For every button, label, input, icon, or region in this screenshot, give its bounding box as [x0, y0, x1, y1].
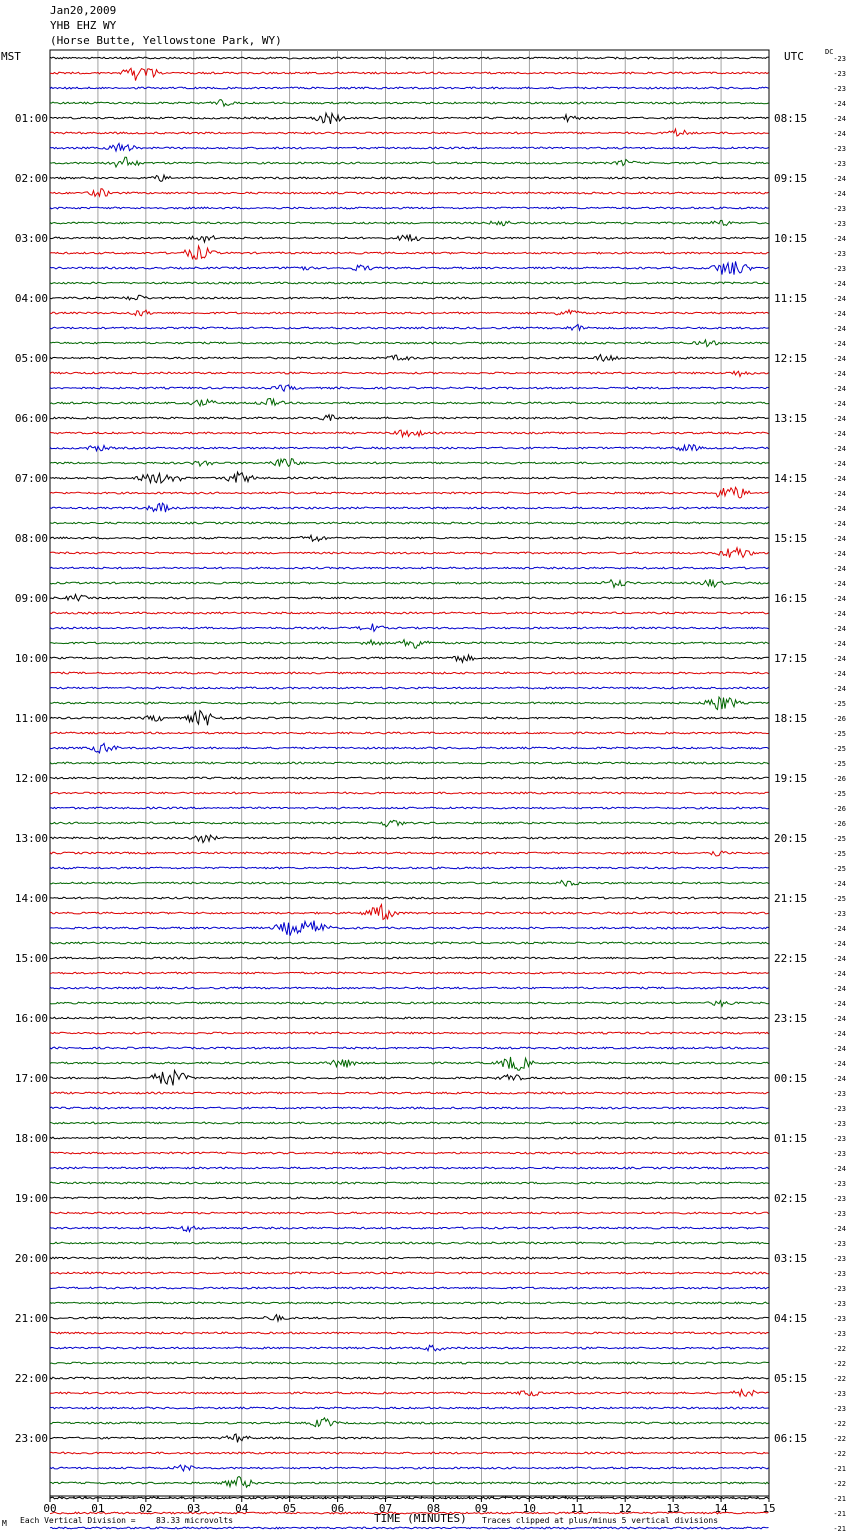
right-hour-label: 09:15: [774, 172, 808, 185]
dc-offset-value: -23: [833, 55, 846, 63]
dc-offset-value: -25: [833, 865, 846, 873]
trace-line: [50, 385, 769, 391]
trace-line: [50, 1257, 769, 1259]
dc-offset-value: -23: [833, 1090, 846, 1098]
right-hour-label: 04:15: [774, 1312, 808, 1325]
trace-line: [50, 1197, 769, 1199]
dc-offset-value: -22: [833, 1345, 846, 1353]
trace-line: [50, 472, 769, 483]
trace-line: [50, 612, 769, 614]
dc-offset-value: -21: [833, 1510, 846, 1518]
dc-offset-value: -24: [833, 1225, 846, 1233]
x-tick-label: 13: [666, 1502, 680, 1515]
left-timezone-label: MST: [1, 50, 21, 63]
right-hour-label: 01:15: [774, 1132, 808, 1145]
left-hour-label: 04:00: [14, 292, 48, 305]
trace-line: [50, 1122, 769, 1124]
dc-offset-value: -23: [833, 220, 846, 228]
dc-offset-value: -24: [833, 610, 846, 618]
trace-line: [50, 548, 769, 558]
right-hour-label: 03:15: [774, 1252, 808, 1265]
trace-line: [50, 624, 769, 632]
trace-line: [50, 487, 769, 498]
dc-offset-value: -21: [833, 1495, 846, 1503]
left-hour-label: 09:00: [14, 592, 48, 605]
trace-line: [50, 1032, 769, 1034]
trace-line: [50, 777, 769, 779]
trace-line: [50, 1226, 769, 1232]
dc-offset-value: -23: [833, 1195, 846, 1203]
trace-line: [50, 792, 769, 794]
dc-offset-value: -21: [833, 1525, 846, 1533]
dc-offset-value: -23: [833, 1105, 846, 1113]
trace-line: [50, 143, 769, 151]
x-tick-label: 02: [139, 1502, 153, 1515]
left-hour-label: 13:00: [14, 832, 48, 845]
dc-offset-header: DC: [825, 48, 834, 56]
right-hour-label: 15:15: [774, 532, 808, 545]
dc-offset-value: -26: [833, 820, 846, 828]
trace-line: [50, 655, 769, 662]
trace-line: [50, 1302, 769, 1304]
vertical-division-value: 83.33 microvolts: [156, 1516, 234, 1525]
trace-line: [50, 1477, 769, 1488]
trace-line: [50, 957, 769, 959]
dc-offset-value: -24: [833, 295, 846, 303]
trace-line: [50, 113, 769, 124]
dc-offset-value: -23: [833, 910, 846, 918]
trace-line: [50, 234, 769, 242]
dc-offset-value: -25: [833, 760, 846, 768]
right-hour-label: 10:15: [774, 232, 808, 245]
dc-offset-value: -24: [833, 385, 846, 393]
left-hour-label: 02:00: [14, 172, 48, 185]
left-hour-label: 16:00: [14, 1012, 48, 1025]
x-tick-label: 05: [283, 1502, 297, 1515]
trace-line: [50, 1152, 769, 1154]
right-hour-label: 02:15: [774, 1192, 808, 1205]
dc-offset-value: -24: [833, 535, 846, 543]
right-hour-label: 17:15: [774, 652, 808, 665]
trace-line: [50, 295, 769, 300]
plot-frame: [50, 50, 769, 1496]
left-hour-label: 23:00: [14, 1432, 48, 1445]
dc-offset-value: -24: [833, 445, 846, 453]
dc-offset-value: -24: [833, 520, 846, 528]
dc-offset-value: -24: [833, 370, 846, 378]
left-hour-label: 08:00: [14, 532, 48, 545]
trace-line: [50, 1452, 769, 1454]
dc-offset-value: -21: [833, 1465, 846, 1473]
trace-line: [50, 1465, 769, 1471]
trace-line: [50, 430, 769, 437]
trace-line: [50, 1418, 769, 1427]
station-code: YHB EHZ WY: [50, 19, 117, 32]
trace-line: [50, 399, 769, 406]
dc-offset-value: -23: [833, 85, 846, 93]
dc-offset-value: -23: [833, 1120, 846, 1128]
dc-offset-value: -24: [833, 475, 846, 483]
dc-offset-value: -24: [833, 550, 846, 558]
x-tick-label: 11: [570, 1502, 584, 1515]
right-hour-label: 18:15: [774, 712, 808, 725]
trace-line: [50, 310, 769, 316]
dc-offset-value: -23: [833, 1405, 846, 1413]
trace-line: [50, 415, 769, 421]
dc-offset-value: -25: [833, 895, 846, 903]
dc-offset-value: -24: [833, 955, 846, 963]
trace-line: [50, 1092, 769, 1094]
trace-line: [50, 820, 769, 826]
trace-line: [50, 697, 769, 709]
dc-offset-value: -24: [833, 100, 846, 108]
trace-line: [50, 762, 769, 764]
dc-offset-value: -24: [833, 490, 846, 498]
trace-line: [50, 1182, 769, 1184]
trace-line: [50, 905, 769, 920]
dc-offset-value: -25: [833, 850, 846, 858]
trace-line: [50, 371, 769, 376]
dc-offset-value: -24: [833, 115, 846, 123]
x-tick-label: 08: [426, 1502, 441, 1515]
dc-offset-value: -24: [833, 1060, 846, 1068]
dc-offset-value: -23: [833, 1240, 846, 1248]
trace-line: [50, 325, 769, 331]
left-hour-label: 17:00: [14, 1072, 48, 1085]
trace-line: [50, 68, 769, 80]
dc-offset-value: -23: [833, 1180, 846, 1188]
dc-offset-value: -24: [833, 325, 846, 333]
dc-offset-value: -24: [833, 655, 846, 663]
dc-offset-value: -23: [833, 1135, 846, 1143]
left-hour-label: 20:00: [14, 1252, 48, 1265]
vertical-division-label: Each Vertical Division =: [20, 1516, 136, 1525]
left-hour-label: 06:00: [14, 412, 48, 425]
trace-line: [50, 1272, 769, 1274]
dc-offset-value: -24: [833, 190, 846, 198]
dc-offset-value: -24: [833, 1165, 846, 1173]
dc-offset-value: -24: [833, 670, 846, 678]
dc-offset-value: -24: [833, 415, 846, 423]
dc-offset-value: -24: [833, 400, 846, 408]
trace-line: [50, 1047, 769, 1049]
trace-line: [50, 157, 769, 167]
right-hour-label: 21:15: [774, 892, 808, 905]
right-hour-label: 05:15: [774, 1372, 808, 1385]
dc-offset-value: -25: [833, 835, 846, 843]
dc-offset-value: -24: [833, 175, 846, 183]
dc-offset-value: -25: [833, 745, 846, 753]
x-tick-label: 04: [235, 1502, 249, 1515]
dc-offset-value: -24: [833, 1015, 846, 1023]
dc-offset-value: -24: [833, 1030, 846, 1038]
dc-offset-value: -24: [833, 580, 846, 588]
dc-offset-value: -23: [833, 1300, 846, 1308]
dc-offset-value: -23: [833, 1330, 846, 1338]
trace-line: [50, 1332, 769, 1334]
dc-offset-value: -24: [833, 340, 846, 348]
dc-offset-value: -24: [833, 985, 846, 993]
left-hour-label: 10:00: [14, 652, 48, 665]
trace-line: [50, 851, 769, 856]
trace-line: [50, 567, 769, 569]
trace-line: [50, 1362, 769, 1364]
trace-line: [50, 1137, 769, 1139]
trace-line: [50, 867, 769, 869]
trace-line: [50, 1017, 769, 1019]
trace-line: [50, 1315, 769, 1321]
dc-offset-value: -25: [833, 730, 846, 738]
trace-line: [50, 807, 769, 809]
left-hour-label: 21:00: [14, 1312, 48, 1325]
left-hour-label: 14:00: [14, 892, 48, 905]
left-hour-label: 07:00: [14, 472, 48, 485]
right-timezone-label: UTC: [784, 50, 804, 63]
trace-line: [50, 503, 769, 512]
right-hour-label: 19:15: [774, 772, 808, 785]
trace-line: [50, 1377, 769, 1379]
dc-offset-value: -23: [833, 1210, 846, 1218]
time-axis-title: TIME (MINUTES): [374, 1512, 467, 1525]
dc-offset-value: -23: [833, 145, 846, 153]
trace-line: [50, 942, 769, 944]
dc-offset-value: -24: [833, 235, 846, 243]
x-tick-label: 14: [714, 1502, 728, 1515]
dc-offset-value: -26: [833, 775, 846, 783]
trace-line: [50, 282, 769, 284]
x-tick-label: 00: [43, 1502, 57, 1515]
right-hour-label: 12:15: [774, 352, 808, 365]
dc-offset-value: -23: [833, 70, 846, 78]
trace-line: [50, 129, 769, 136]
trace-line: [50, 1107, 769, 1109]
left-hour-label: 11:00: [14, 712, 48, 725]
dc-offset-value: -24: [833, 355, 846, 363]
trace-lines: [50, 57, 769, 1534]
trace-line: [50, 220, 769, 225]
dc-offset-value: -23: [833, 265, 846, 273]
right-hour-label: 16:15: [774, 592, 808, 605]
left-hour-label: 05:00: [14, 352, 48, 365]
dc-offset-value: -24: [833, 1000, 846, 1008]
dc-offset-value: -24: [833, 685, 846, 693]
trace-line: [50, 1070, 769, 1085]
dc-offset-value: -24: [833, 460, 846, 468]
trace-line: [50, 1527, 769, 1529]
trace-line: [50, 1242, 769, 1244]
trace-line: [50, 1434, 769, 1442]
dc-offset-value: -22: [833, 1360, 846, 1368]
trace-line: [50, 1001, 769, 1007]
trace-line: [50, 207, 769, 209]
trace-line: [50, 1287, 769, 1289]
dc-offset-value: -25: [833, 790, 846, 798]
x-tick-label: 15: [762, 1502, 776, 1515]
dc-offset-value: -23: [833, 1255, 846, 1263]
dc-offset-value: -22: [833, 1450, 846, 1458]
trace-line: [50, 711, 769, 726]
dc-offset-value: -24: [833, 505, 846, 513]
trace-line: [50, 1167, 769, 1169]
dc-offset-value: -24: [833, 430, 846, 438]
trace-line: [50, 640, 769, 649]
left-hour-label: 18:00: [14, 1132, 48, 1145]
dc-offset-value: -23: [833, 1270, 846, 1278]
dc-offset-value: -25: [833, 700, 846, 708]
right-hour-label: 08:15: [774, 112, 808, 125]
dc-offset-value: -22: [833, 1420, 846, 1428]
trace-line: [50, 1390, 769, 1397]
right-hour-label: 11:15: [774, 292, 808, 305]
record-date: Jan20,2009: [50, 4, 117, 17]
x-tick-label: 10: [522, 1502, 536, 1515]
dc-offset-value: -22: [833, 1375, 846, 1383]
x-tick-label: 06: [330, 1502, 345, 1515]
dc-offset-value: -23: [833, 160, 846, 168]
left-hour-label: 19:00: [14, 1192, 48, 1205]
right-hour-label: 06:15: [774, 1432, 808, 1445]
dc-offset-value: -24: [833, 1045, 846, 1053]
trace-line: [50, 687, 769, 689]
trace-line: [50, 522, 769, 524]
trace-line: [50, 579, 769, 587]
trace-line: [50, 987, 769, 989]
trace-line: [50, 1345, 769, 1351]
x-tick-label: 12: [618, 1502, 632, 1515]
trace-line: [50, 972, 769, 974]
dc-offset-value: -24: [833, 280, 846, 288]
trace-line: [50, 355, 769, 362]
dc-offset-value: -26: [833, 805, 846, 813]
dc-offset-value: -24: [833, 130, 846, 138]
dc-offset-value: -23: [833, 1390, 846, 1398]
dc-offset-value: -22: [833, 1480, 846, 1488]
dc-offset-value: -24: [833, 880, 846, 888]
trace-line: [50, 535, 769, 541]
dc-offset-value: -22: [833, 1435, 846, 1443]
right-hour-label: 13:15: [774, 412, 808, 425]
left-hour-label: 15:00: [14, 952, 48, 965]
trace-line: [50, 921, 769, 936]
trace-line: [50, 1057, 769, 1070]
dc-offset-value: -23: [833, 1285, 846, 1293]
station-location: (Horse Butte, Yellowstone Park, WY): [50, 34, 282, 47]
trace-line: [50, 1212, 769, 1214]
trace-line: [50, 459, 769, 467]
x-tick-label: 03: [187, 1502, 201, 1515]
left-hour-label: 22:00: [14, 1372, 48, 1385]
dc-offset-value: -24: [833, 970, 846, 978]
dc-offset-value: -24: [833, 565, 846, 573]
trace-line: [50, 87, 769, 89]
right-hour-label: 14:15: [774, 472, 808, 485]
trace-line: [50, 897, 769, 899]
trace-line: [50, 835, 769, 843]
x-tick-label: 01: [91, 1502, 105, 1515]
dc-offset-value: -24: [833, 1075, 846, 1083]
dc-offset-value: -23: [833, 205, 846, 213]
left-hour-label: 12:00: [14, 772, 48, 785]
left-hour-label: 03:00: [14, 232, 48, 245]
trace-line: [50, 189, 769, 197]
dc-offset-value: -23: [833, 250, 846, 258]
dc-offset-value: -23: [833, 1150, 846, 1158]
left-hour-label: 01:00: [14, 112, 48, 125]
right-hour-label: 00:15: [774, 1072, 808, 1085]
trace-line: [50, 594, 769, 600]
dc-offset-value: -24: [833, 925, 846, 933]
dc-offset-value: -24: [833, 310, 846, 318]
trace-line: [50, 1407, 769, 1409]
right-hour-label: 20:15: [774, 832, 808, 845]
dc-offset-value: -26: [833, 715, 846, 723]
trace-line: [50, 672, 769, 674]
trace-line: [50, 100, 769, 107]
x-tick-label: 07: [378, 1502, 393, 1515]
trace-line: [50, 175, 769, 181]
dc-offset-value: -24: [833, 595, 846, 603]
clip-note: Traces clipped at plus/minus 5 vertical divisions: [482, 1516, 719, 1525]
trace-line: [50, 743, 769, 753]
dc-offset-value: -24: [833, 940, 846, 948]
trace-line: [50, 732, 769, 734]
dc-offset-value: -23: [833, 1315, 846, 1323]
scale-prefix: M: [2, 1519, 7, 1528]
trace-line: [50, 340, 769, 347]
trace-line: [50, 246, 769, 259]
trace-line: [50, 261, 769, 274]
right-hour-label: 23:15: [774, 1012, 808, 1025]
right-hour-label: 22:15: [774, 952, 808, 965]
trace-line: [50, 445, 769, 451]
x-tick-label: 09: [474, 1502, 489, 1515]
trace-line: [50, 880, 769, 886]
dc-offset-value: -24: [833, 640, 846, 648]
trace-line: [50, 57, 769, 59]
dc-offset-value: -24: [833, 625, 846, 633]
